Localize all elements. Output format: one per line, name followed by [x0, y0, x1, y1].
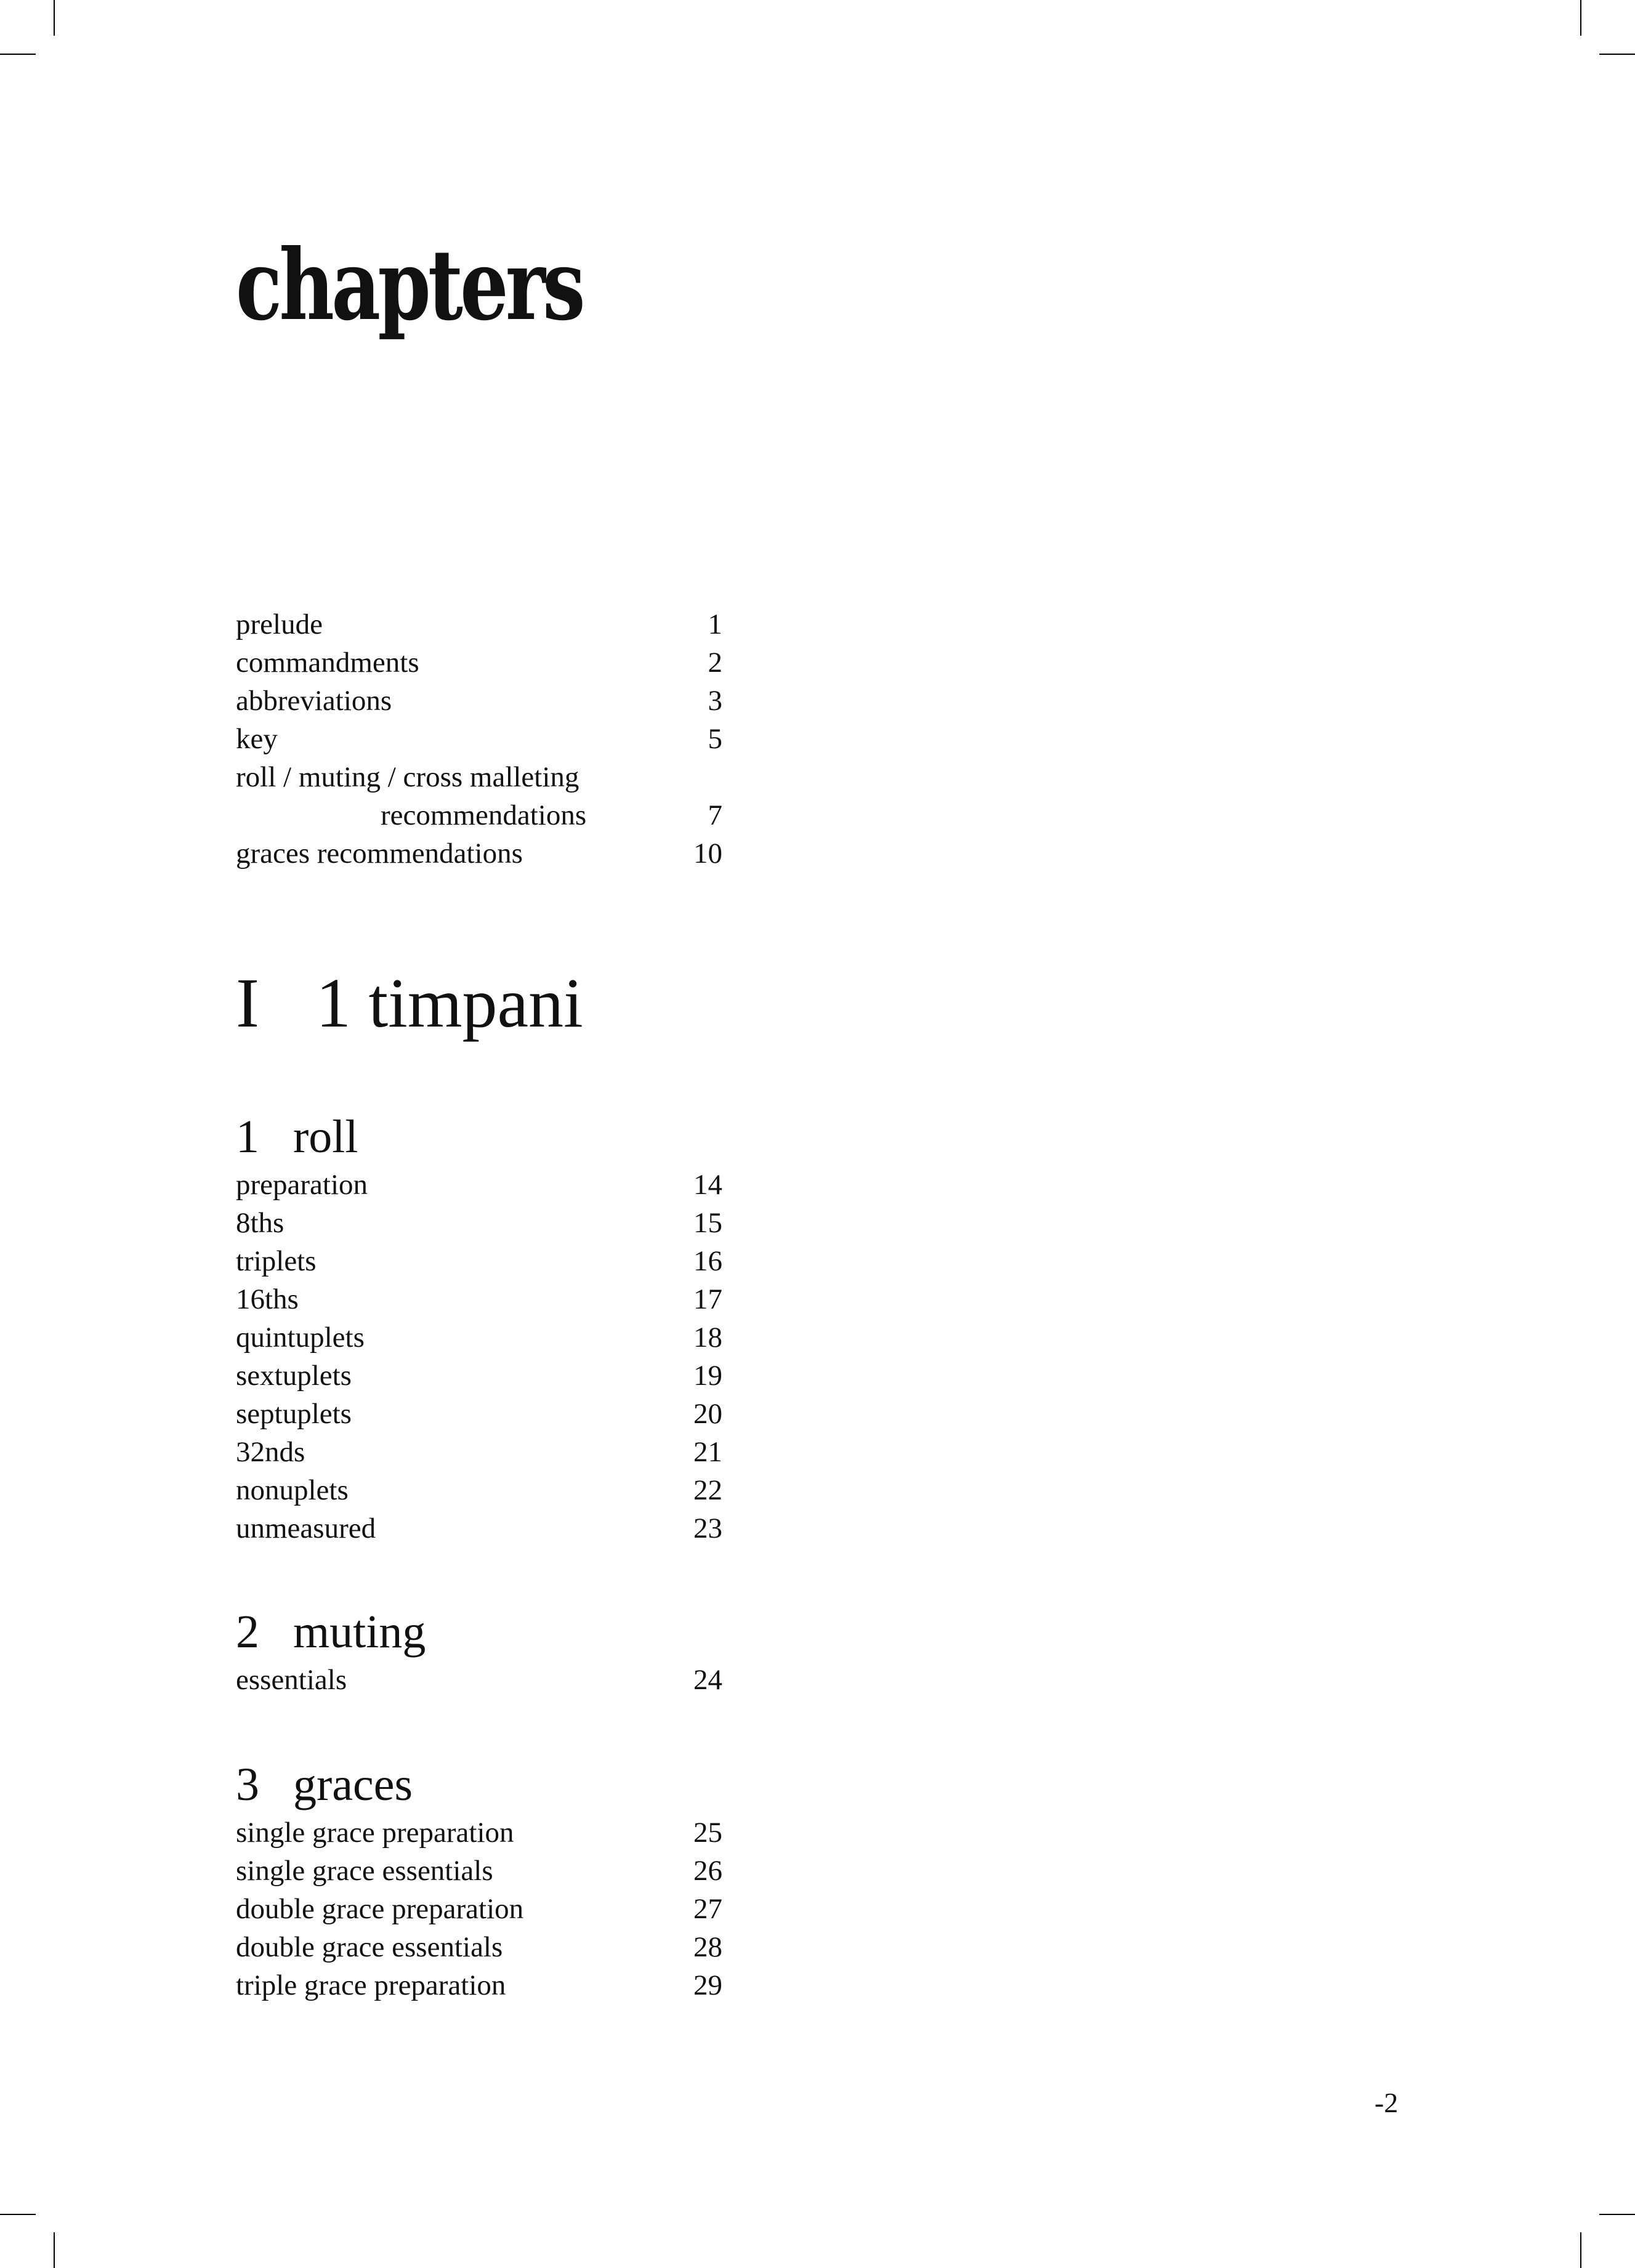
toc-row[interactable] [236, 644, 722, 682]
section-entry-list [236, 1661, 722, 1699]
toc-entry-page: 27 [693, 1893, 722, 1925]
crop-mark-top-right-horizontal [1599, 54, 1635, 55]
toc-entry-label: abbreviations [236, 685, 392, 717]
toc-entry-page: 17 [693, 1283, 722, 1315]
toc-row[interactable] [236, 605, 722, 644]
toc-row[interactable] [236, 1471, 722, 1509]
toc-row[interactable] [236, 1661, 722, 1699]
toc-entry-label: recommendations [381, 799, 587, 831]
toc-entry-label: nonuplets [236, 1474, 349, 1506]
toc-row[interactable] [236, 1928, 722, 1966]
crop-mark-bottom-right-vertical [1580, 2232, 1581, 2268]
toc-entry-label: double grace preparation [236, 1893, 524, 1925]
toc-entry-page: 26 [693, 1855, 722, 1887]
toc-row[interactable] [236, 1242, 722, 1280]
section-title: graces [293, 1759, 413, 1810]
toc-entry-page: 29 [693, 1969, 722, 2001]
section-title: muting [293, 1606, 426, 1658]
toc-entry-page: 23 [693, 1512, 722, 1544]
toc-row[interactable] [236, 1318, 722, 1357]
toc-entry-page: 10 [693, 837, 722, 870]
toc-row[interactable] [236, 796, 722, 834]
toc-entry-label: roll / muting / cross malleting [236, 761, 579, 793]
section-entry-list [236, 1814, 722, 2004]
toc-row[interactable] [236, 1814, 722, 1852]
toc-entry-label: single grace preparation [236, 1817, 514, 1849]
toc-entry-label: 32nds [236, 1436, 305, 1468]
toc-row[interactable] [236, 758, 722, 796]
toc-row[interactable] [236, 1433, 722, 1471]
toc-entry-page: 7 [708, 799, 722, 831]
page-number: -2 [1375, 2087, 1399, 2118]
toc-entry-label: commandments [236, 647, 419, 679]
section-title: roll [293, 1111, 358, 1163]
toc-row[interactable] [236, 1966, 722, 2004]
part-heading [236, 964, 583, 1042]
toc-entry-page: 22 [693, 1474, 722, 1506]
crop-mark-bottom-right-horizontal [1599, 2214, 1635, 2215]
section-heading [236, 1606, 426, 1658]
toc-entry-label: graces recommendations [236, 837, 523, 870]
crop-mark-top-left-vertical [54, 0, 55, 36]
toc-entry-label: single grace essentials [236, 1855, 493, 1887]
crop-mark-bottom-left-horizontal [0, 2214, 36, 2215]
section-heading [236, 1111, 358, 1163]
toc-entry-page: 18 [693, 1322, 722, 1354]
toc-entry-label: key [236, 723, 278, 755]
toc-row[interactable] [236, 1204, 722, 1242]
toc-entry-page: 19 [693, 1360, 722, 1392]
front-matter-list [236, 605, 722, 873]
toc-entry-label: unmeasured [236, 1512, 376, 1544]
toc-row[interactable] [236, 1357, 722, 1395]
part-title: 1 timpani [316, 964, 583, 1042]
part-numeral: I [236, 964, 259, 1042]
toc-row[interactable] [236, 1166, 722, 1204]
page-title: chapters [236, 228, 583, 342]
toc-row[interactable] [236, 1852, 722, 1890]
toc-entry-page: 2 [708, 647, 722, 679]
section-number: 2 [236, 1606, 259, 1658]
toc-entry-label: 8ths [236, 1207, 285, 1239]
crop-mark-bottom-left-vertical [54, 2232, 55, 2268]
toc-entry-page: 15 [693, 1207, 722, 1239]
toc-entry-page: 25 [693, 1817, 722, 1849]
toc-entry-label: preparation [236, 1169, 368, 1201]
toc-entry-label: septuplets [236, 1398, 352, 1430]
toc-entry-label: essentials [236, 1664, 347, 1696]
toc-row[interactable] [236, 720, 722, 758]
toc-entry-label: sextuplets [236, 1360, 352, 1392]
section-heading [236, 1761, 413, 1808]
toc-entry-page: 24 [693, 1664, 722, 1696]
toc-entry-page: 28 [693, 1931, 722, 1963]
toc-entry-page: 5 [708, 723, 722, 755]
toc-entry-label: triple grace preparation [236, 1969, 506, 2001]
section-entry-list [236, 1166, 722, 1548]
toc-entry-page: 1 [708, 608, 722, 640]
toc-row[interactable] [236, 1890, 722, 1928]
toc-row[interactable] [236, 834, 722, 873]
crop-mark-top-left-horizontal [0, 54, 36, 55]
toc-row[interactable] [236, 1509, 722, 1548]
toc-entry-page: 14 [693, 1169, 722, 1201]
toc-entry-page: 3 [708, 685, 722, 717]
toc-entry-page: 20 [693, 1398, 722, 1430]
toc-row[interactable] [236, 1280, 722, 1318]
toc-row[interactable] [236, 1395, 722, 1433]
section-number: 3 [236, 1759, 259, 1810]
toc-entry-label: double grace essentials [236, 1931, 503, 1963]
toc-entry-page: 21 [693, 1436, 722, 1468]
toc-entry-label: prelude [236, 608, 323, 640]
toc-entry-label: quintuplets [236, 1322, 365, 1354]
toc-entry-label: 16ths [236, 1283, 299, 1315]
toc-entry-label: triplets [236, 1245, 317, 1277]
toc-entry-page: 16 [693, 1245, 722, 1277]
toc-row[interactable] [236, 682, 722, 720]
crop-mark-top-right-vertical [1580, 0, 1581, 36]
section-number: 1 [236, 1111, 259, 1163]
